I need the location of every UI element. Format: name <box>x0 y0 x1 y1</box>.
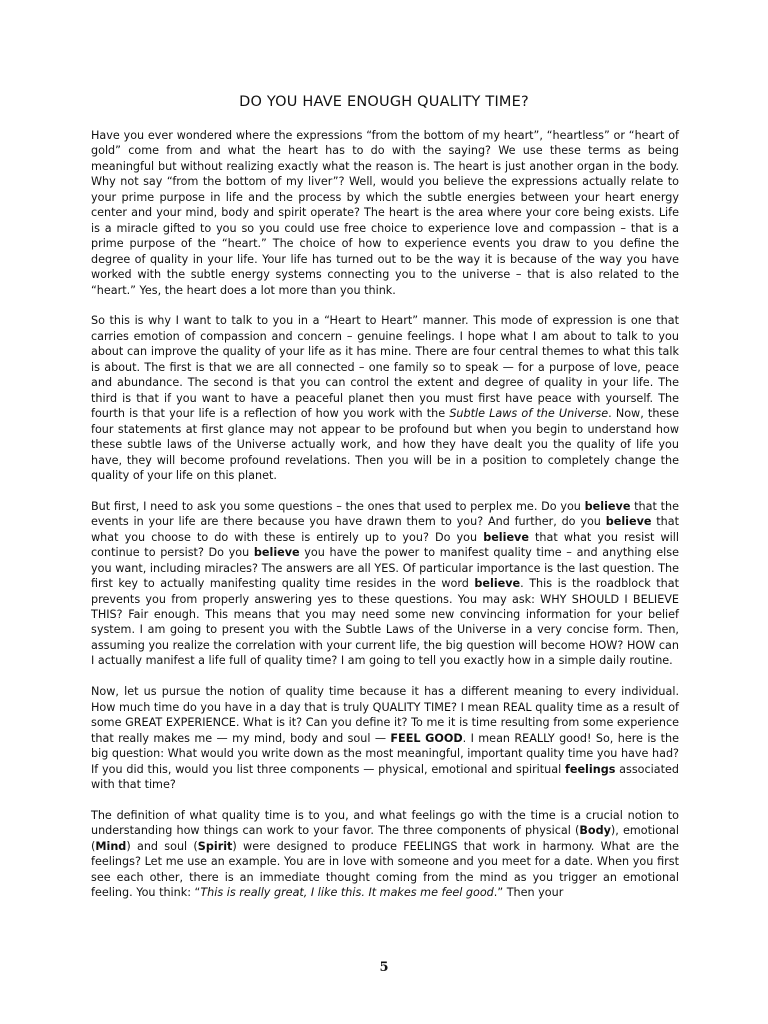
text-run: you have the power to manifest quality time – and anything else you want, including miracles? The answers are all YES. Of particular importance is the last question. The first key to actually manifesting quality time resides in the word <box>91 546 679 591</box>
text-run: The definition of what quality time is to you, and what feelings go with the time is a crucial notion to understanding how things can work to your favor. The three components of physical ( <box>91 808 679 838</box>
article-body <box>91 128 679 916</box>
text-run: associated with that time? <box>91 762 679 791</box>
text-run: ), emotional ( <box>91 824 679 853</box>
italic-quote: This is really great, I like this. It makes me feel good <box>200 886 494 900</box>
text-run: So this is why I want to talk to you in a “Heart to Heart” manner. This mode of expression is one that carries emotion of compassion and concern – genuine feelings. I hope what I am about to talk to you about can improve the quality of your life as it has mine. There are four central themes to what this talk is about. The first is that we are all connected – one family so to speak — for a purpose of love, peace and abundance. The second is that you can control the extent and degree of quality in your life. The third is that if you want to have a peaceful planet then you must first have peace with yourself. The fourth is that your life is a reflection of how you work with the <box>91 314 679 421</box>
text-run: But first, I need to ask you some questions – the ones that used to perplex me. Do you <box>91 499 585 513</box>
text-run: that what you resist will continue to persist? Do you <box>91 530 679 560</box>
text-run: that the events in your life are there because you have drawn them to you? And further, do you <box>91 499 679 529</box>
text-run: Now, let us pursue the notion of quality time because it has a different meaning to every individual. How much time do you have in a day that is truly QUALITY TIME? I mean REAL quality time as a result of some GREAT EXPERIENCE. What is it? Can you define it? To me it is time resulting from some experience that really makes me — my mind, body and soul — <box>91 685 679 745</box>
paragraph-2 <box>91 313 679 483</box>
text-run: ) and soul ( <box>126 839 198 853</box>
text-run: .” Then your <box>493 886 564 900</box>
bold-term: Body <box>579 824 611 838</box>
page-number: 5 <box>379 960 389 975</box>
italic-term: Subtle Laws of the Universe <box>449 407 609 421</box>
bold-term: believe <box>253 546 300 560</box>
bold-term: Mind <box>95 839 127 853</box>
bold-term: believe <box>483 530 529 544</box>
text-run: ) were designed to produce FEELINGS that work in harmony. What are the feelings? Let me use an example. You are in love with someone and you meet for a date. When you first see each other, there is an immediate thought coming from the mind as you trigger an emotional feeling. You think: “ <box>91 839 679 900</box>
page-title: DO YOU HAVE ENOUGH QUALITY TIME? <box>239 94 529 110</box>
bold-term: believe <box>584 499 631 513</box>
text-run: . I mean REALLY good! So, here is the big question: What would you write down as the most meaningful, important quality time you have had? If you did this, would you list three components — physical, emotional and spiritual <box>91 731 679 776</box>
text-run: . Now, these four statements at first glance may not appear to be profound but when you begin to understand how these subtle laws of the Universe actually work, and how they have dealt you the quality of life you have, they will become profound revelations. Then you will be in a position to completely change the quality of your life on this planet. <box>91 407 679 482</box>
bold-term: FEEL GOOD <box>390 731 463 745</box>
bold-term: believe <box>605 515 652 529</box>
bold-term: believe <box>474 577 521 591</box>
paragraph-3 <box>91 499 679 669</box>
text-run: . This is the roadblock that prevents you from properly answering yes to these questions. You may ask: WHY SHOULD I BELIEVE THIS? Fair enough. This means that you may need some new convincing information for your belief system. I am going to present you with the Subtle Laws of the Universe in a very concise form. Then, assuming you realize the correlation with your current life, the big question will become HOW? HOW can I actually manifest a life full of quality time? I am going to tell you exactly how in a simple daily routine. <box>91 577 679 668</box>
paragraph-4 <box>91 684 679 792</box>
bold-term: feelings <box>565 762 616 776</box>
paragraph-5 <box>91 808 679 901</box>
paragraph-1: Have you ever wondered where the expressions “from the bottom of my heart”, “heartless” or “heart of gold” come from and what the heart has to do with the saying? We use these terms as being meaningful but without realizing exactly what the reason is. The heart is just another organ in the body. Why not say “from the bottom of my liver”? Well, would you believe the expressions actually relate to your prime purpose in life and the process by which the subtle energies between your heart energy center and your mind, body and spirit operate? The heart is the area where your core being exists. Life is a miracle gifted to you so you could use free choice to experience love and compassion – that is a prime purpose of the “heart.” The choice of how to experience events you draw to you define the degree of quality in your life. Your life has turned out to be the way it is because of the way you have worked with the subtle energy systems connecting you to the universe – that is also related to the “heart.” Yes, the heart does a lot more than you think. <box>91 129 679 297</box>
bold-term: Spirit <box>197 839 233 853</box>
text-run: that what you choose to do with these is entirely up to you? Do you <box>91 515 679 544</box>
